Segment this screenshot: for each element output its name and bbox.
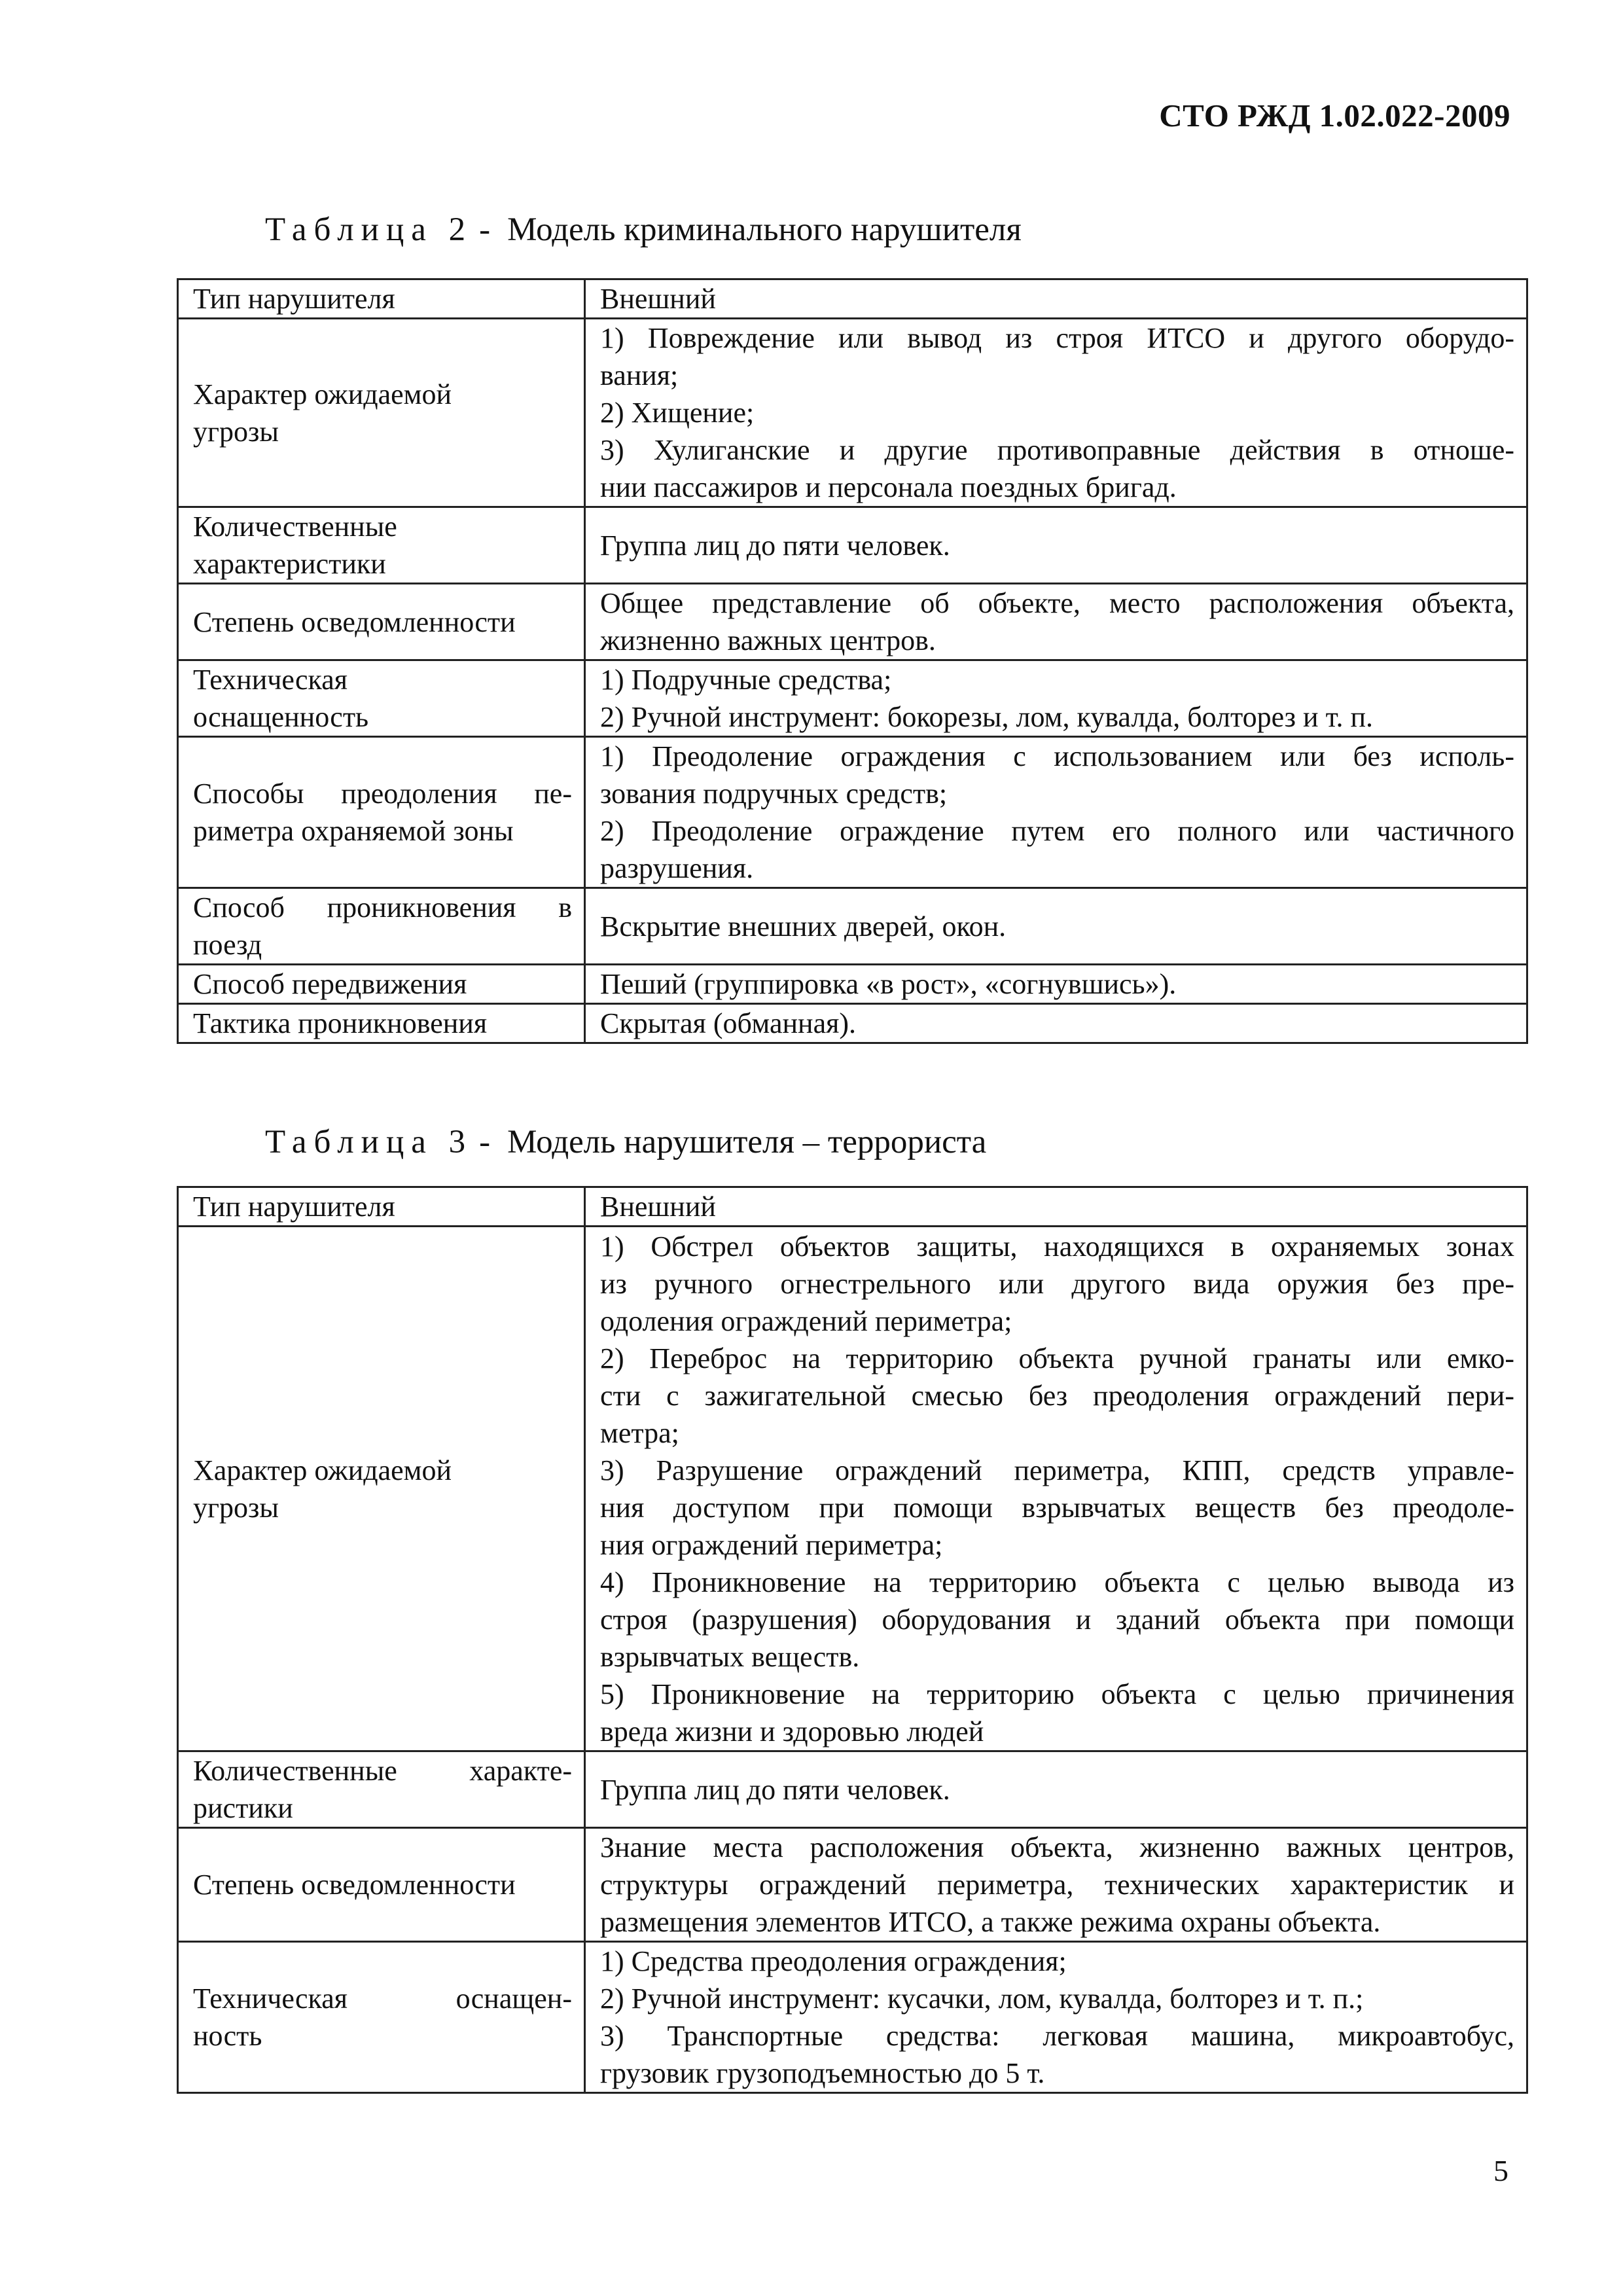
row-value-cell (585, 1751, 1527, 1828)
row-header-line: оснащенность (193, 701, 369, 733)
row-header-line: Количественные характе- (193, 1755, 572, 1787)
row-value-line: структуры ограждений периметра, технических характеристик и (600, 1869, 1514, 1901)
row-header-line: Степень осведомленности (193, 1869, 516, 1901)
table-3 (177, 1186, 1528, 2094)
row-header-cell (178, 1004, 585, 1043)
table-row (178, 1828, 1527, 1942)
table-row (178, 1942, 1527, 2093)
row-header-cell (178, 888, 585, 965)
table-3-caption-label: Таблица 3 (265, 1124, 473, 1160)
row-value-line: Пеший (группировка «в рост», «согнувшись»). (600, 968, 1177, 1000)
row-header-line: Характер ожидаемой (193, 378, 452, 410)
row-value-line: метра; (600, 1416, 679, 1449)
row-header-line: Способ передвижения (193, 968, 467, 1000)
table-2-caption (265, 211, 1022, 249)
row-header-line: Способы преодоления пе- (193, 778, 572, 810)
row-header-line: Степень осведомленности (193, 605, 516, 638)
table-2 (177, 278, 1528, 1044)
table-row (178, 279, 1527, 319)
row-header-line: угрозы (193, 415, 279, 448)
row-header-cell (178, 660, 585, 737)
row-header-cell (178, 1828, 585, 1942)
row-value-line: 1) Средства преодоления ограждения; (600, 1945, 1067, 1977)
table-3-caption (265, 1123, 986, 1161)
row-header-cell (178, 737, 585, 888)
row-value-line: вреда жизни и здоровью людей (600, 1715, 984, 1748)
row-value-line: Внешний (600, 283, 716, 315)
row-value-line: 3) Разрушение ограждений периметра, КПП, средств управле- (600, 1454, 1514, 1486)
row-header-line: риметра охраняемой зоны (193, 815, 514, 847)
row-value-line: 1) Обстрел объектов защиты, находящихся в охраняемых зонах (600, 1230, 1514, 1263)
row-header-line: Тактика проникновения (193, 1007, 488, 1039)
row-value-line: Общее представление об объекте, место расположения объекта, (600, 587, 1514, 619)
table-2-caption-label: Таблица 2 (265, 211, 473, 248)
row-value-cell (585, 1828, 1527, 1942)
table-row (178, 1187, 1527, 1227)
table-3-caption-title: Модель нарушителя – террориста (507, 1124, 987, 1160)
row-value-line: сти с зажигательной смесью без преодоления ограждений пери- (600, 1379, 1514, 1412)
table-row (178, 660, 1527, 737)
row-value-line: 1) Преодоление ограждения с использованием или без исполь- (600, 740, 1514, 772)
table-row (178, 507, 1527, 584)
row-value-line: разрушения. (600, 852, 754, 884)
row-value-line: 4) Проникновение на территорию объекта с целью вывода из (600, 1566, 1514, 1598)
row-value-line: 2) Ручной инструмент: бокорезы, лом, кувалда, болторез и т. п. (600, 701, 1374, 733)
row-value-line: Группа лиц до пяти человек. (600, 529, 950, 562)
row-value-line: Скрытая (обманная). (600, 1007, 857, 1039)
row-value-line: нии пассажиров и персонала поездных бригад. (600, 471, 1177, 503)
row-value-line: 3) Транспортные средства: легковая машина, микроавтобус, (600, 2020, 1514, 2052)
row-value-cell (585, 319, 1527, 507)
row-value-line: 2) Переброс на территорию объекта ручной гранаты или емко- (600, 1342, 1514, 1374)
row-value-cell (585, 1004, 1527, 1043)
row-value-line: взрывчатых веществ. (600, 1640, 860, 1673)
row-header-cell (178, 1187, 585, 1227)
row-header-cell (178, 1942, 585, 2093)
row-value-line: 1) Повреждение или вывод из строя ИТСО и другого оборудо- (600, 322, 1514, 354)
row-value-cell (585, 584, 1527, 660)
row-header-line: ристики (193, 1792, 293, 1824)
table-row (178, 965, 1527, 1004)
row-value-line: 5) Проникновение на территорию объекта с целью причинения (600, 1677, 1514, 1710)
row-value-line: размещения элементов ИТСО, а также режима охраны объекта. (600, 1906, 1381, 1938)
row-header-line: Количественные (193, 511, 397, 543)
row-header-cell (178, 965, 585, 1004)
table-row (178, 1004, 1527, 1043)
row-value-cell (585, 737, 1527, 888)
row-value-cell (585, 888, 1527, 965)
row-value-cell (585, 1187, 1527, 1227)
row-header-cell (178, 1227, 585, 1751)
table-row (178, 1227, 1527, 1751)
row-header-line: ность (193, 2020, 262, 2052)
row-header-line: характеристики (193, 548, 386, 580)
row-value-cell (585, 965, 1527, 1004)
row-value-line: 1) Подручные средства; (600, 664, 892, 696)
row-value-line: Вскрытие внешних дверей, окон. (600, 910, 1007, 942)
row-value-cell (585, 1227, 1527, 1751)
row-header-cell (178, 279, 585, 319)
row-value-line: 2) Преодоление ограждение путем его полного или частичного (600, 815, 1514, 847)
row-value-line: одоления ограждений периметра; (600, 1304, 1012, 1337)
row-value-line: жизненно важных центров. (600, 624, 936, 656)
row-value-cell (585, 507, 1527, 584)
row-value-cell (585, 1942, 1527, 2093)
row-value-line: 2) Хищение; (600, 397, 755, 429)
table-2-caption-title: Модель криминального нарушителя (507, 211, 1022, 248)
table-2-caption-separator: - (479, 211, 491, 248)
row-value-line: строя (разрушения) оборудования и зданий объекта при помощи (600, 1603, 1514, 1636)
row-header-line: угрозы (193, 1491, 279, 1524)
row-value-line: 2) Ручной инструмент: кусачки, лом, кувалда, болторез и т. п.; (600, 1982, 1364, 2015)
row-header-line: Характер ожидаемой (193, 1454, 452, 1486)
document-code: СТО РЖД 1.02.022-2009 (1159, 98, 1510, 134)
row-header-line: Тип нарушителя (193, 283, 395, 315)
row-header-line: Способ проникновения в (193, 891, 572, 924)
table-row (178, 1751, 1527, 1828)
row-value-line: Знание места расположения объекта, жизненно важных центров, (600, 1831, 1514, 1863)
table-row (178, 584, 1527, 660)
table-row (178, 737, 1527, 888)
row-value-line: 3) Хулиганские и другие противоправные действия в отноше- (600, 434, 1514, 466)
row-header-line: Тип нарушителя (193, 1191, 395, 1223)
row-header-cell (178, 319, 585, 507)
row-value-line: вания; (600, 359, 679, 391)
row-header-cell (178, 507, 585, 584)
row-value-cell (585, 660, 1527, 737)
table-row (178, 319, 1527, 507)
row-header-cell (178, 584, 585, 660)
row-value-line: зования подручных средств; (600, 778, 948, 810)
row-header-line: Техническая оснащен- (193, 1982, 572, 2015)
page-number: 5 (1493, 2154, 1508, 2187)
table-3-caption-separator: - (479, 1124, 491, 1160)
row-value-line: ния ограждений периметра; (600, 1528, 943, 1561)
row-value-line: Группа лиц до пяти человек. (600, 1773, 950, 1806)
row-value-cell (585, 279, 1527, 319)
row-value-line: ния доступом при помощи взрывчатых веществ без преодоле- (600, 1491, 1514, 1524)
row-header-cell (178, 1751, 585, 1828)
row-header-line: Техническая (193, 664, 348, 696)
row-value-line: Внешний (600, 1191, 716, 1223)
table-row (178, 888, 1527, 965)
row-value-line: из ручного огнестрельного или другого вида оружия без пре- (600, 1267, 1514, 1300)
row-value-line: грузовик грузоподъемностью до 5 т. (600, 2057, 1045, 2089)
row-header-line: поезд (193, 929, 262, 961)
